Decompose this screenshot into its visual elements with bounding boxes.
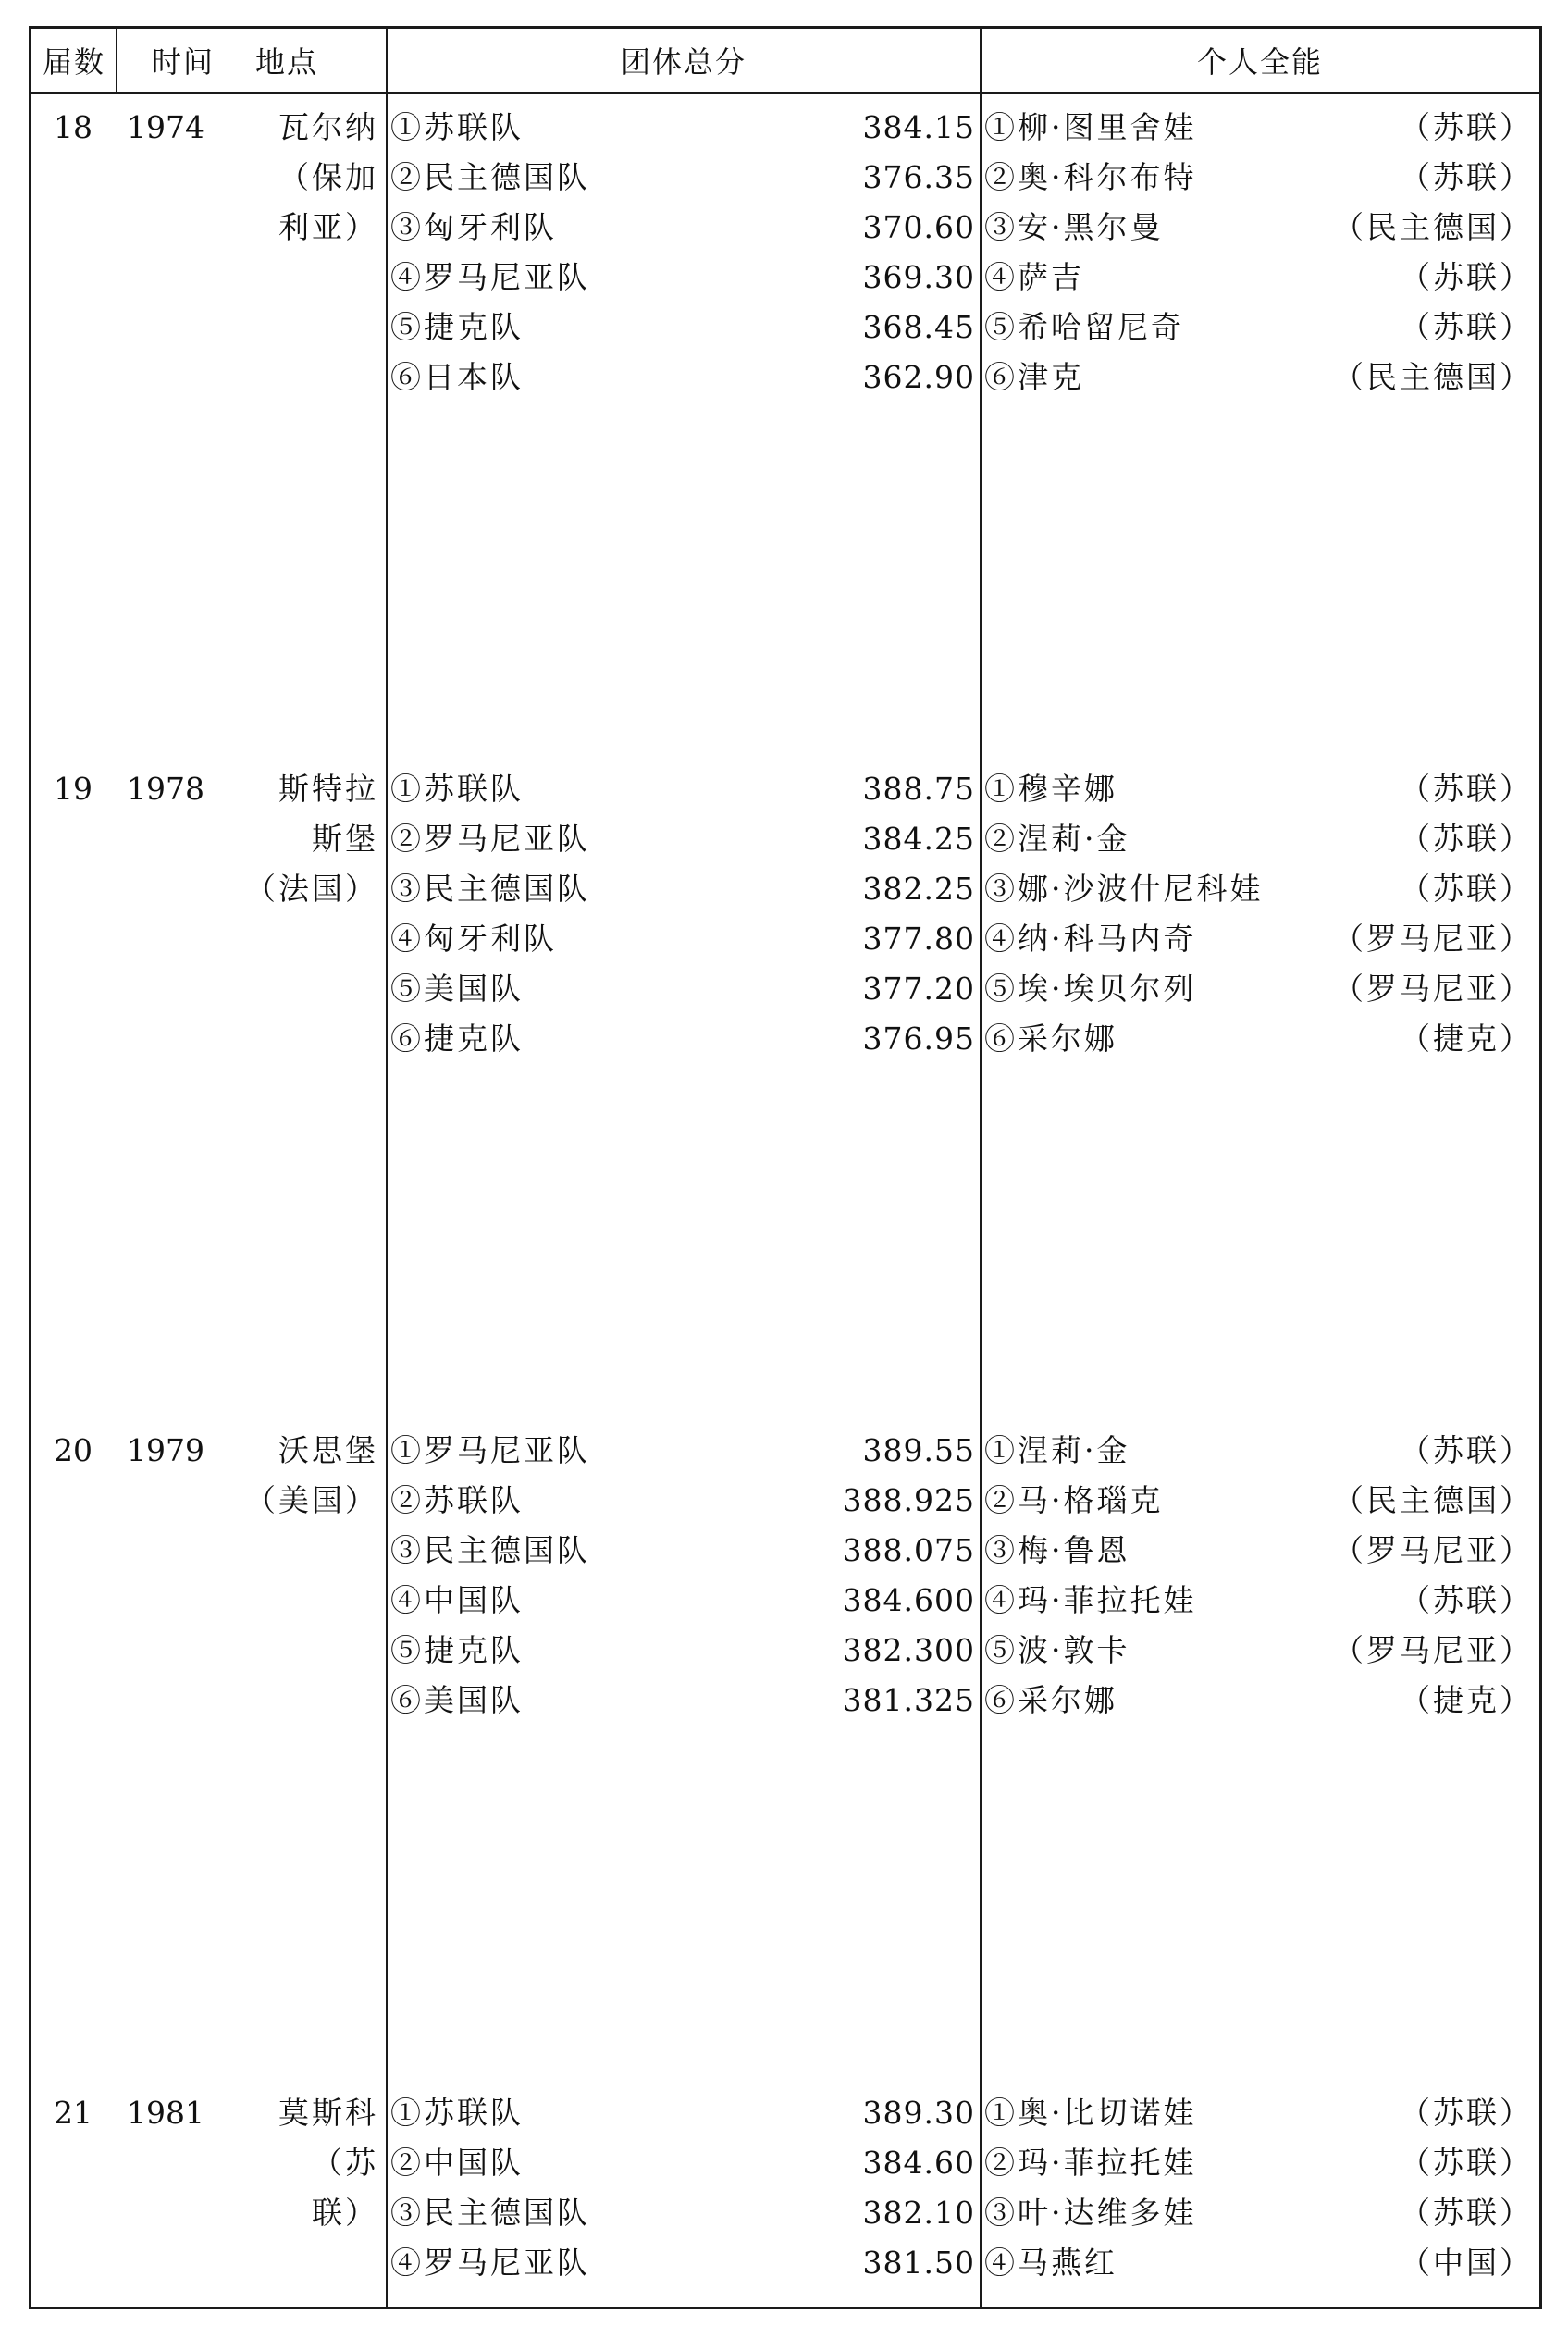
athlete-country: （捷克） bbox=[1400, 1021, 1533, 1057]
team-score: 377.80 bbox=[862, 921, 975, 957]
team-name: ②中国队 bbox=[390, 2145, 524, 2181]
col-divider-team bbox=[980, 29, 982, 2307]
athlete-name: ②涅莉·金 bbox=[984, 821, 1130, 857]
session-number: 21 bbox=[54, 2095, 93, 2131]
team-name: ⑥捷克队 bbox=[390, 1021, 524, 1057]
athlete-name: ③娜·沙波什尼科娃 bbox=[984, 871, 1264, 907]
athlete-name: ②玛·菲拉托娃 bbox=[984, 2145, 1197, 2181]
team-name: ⑤捷克队 bbox=[390, 309, 524, 345]
athlete-name: ②马·格瑙克 bbox=[984, 1482, 1164, 1518]
athlete-country: （罗马尼亚） bbox=[1333, 921, 1533, 957]
team-name: ②罗马尼亚队 bbox=[390, 821, 590, 857]
athlete-country: （苏联） bbox=[1400, 2195, 1533, 2231]
team-name: ⑤捷克队 bbox=[390, 1632, 524, 1668]
athlete-country: （苏联） bbox=[1400, 2145, 1533, 2181]
header-place-label: 地点 bbox=[255, 44, 319, 80]
place-line: 利亚） bbox=[278, 209, 378, 245]
team-score: 381.50 bbox=[862, 2245, 975, 2281]
athlete-country: （中国） bbox=[1400, 2245, 1533, 2281]
athlete-name: ③安·黑尔曼 bbox=[984, 209, 1164, 245]
team-name: ③匈牙利队 bbox=[390, 209, 557, 245]
team-score: 382.10 bbox=[862, 2195, 975, 2231]
place-line: 莫斯科 bbox=[278, 2095, 378, 2131]
team-name: ③民主德国队 bbox=[390, 871, 590, 907]
session-number: 19 bbox=[54, 771, 93, 807]
team-score: 382.300 bbox=[842, 1632, 975, 1668]
athlete-country: （苏联） bbox=[1400, 1432, 1533, 1468]
athlete-country: （苏联） bbox=[1400, 259, 1533, 295]
team-score: 368.45 bbox=[862, 309, 975, 345]
session-number: 18 bbox=[54, 109, 93, 145]
athlete-name: ①涅莉·金 bbox=[984, 1432, 1130, 1468]
team-score: 388.75 bbox=[862, 771, 975, 807]
team-name: ①苏联队 bbox=[390, 109, 524, 145]
header-team bbox=[387, 29, 981, 94]
athlete-name: ⑤波·敦卡 bbox=[984, 1632, 1130, 1668]
team-name: ⑥日本队 bbox=[390, 359, 524, 395]
athlete-country: （罗马尼亚） bbox=[1333, 1632, 1533, 1668]
place-line: （苏 bbox=[312, 2145, 378, 2181]
athlete-name: ④萨吉 bbox=[984, 259, 1084, 295]
header-session bbox=[31, 29, 117, 94]
athlete-country: （民主德国） bbox=[1333, 1482, 1533, 1518]
athlete-country: （民主德国） bbox=[1333, 359, 1533, 395]
team-name: ⑤美国队 bbox=[390, 971, 524, 1007]
year: 1979 bbox=[127, 1432, 204, 1468]
athlete-country: （捷克） bbox=[1400, 1682, 1533, 1718]
header-time-label: 时间 bbox=[152, 44, 216, 80]
team-score: 370.60 bbox=[862, 209, 975, 245]
team-name: ④罗马尼亚队 bbox=[390, 2245, 590, 2281]
team-score: 381.325 bbox=[842, 1682, 975, 1718]
team-score: 376.35 bbox=[862, 159, 975, 195]
team-name: ④罗马尼亚队 bbox=[390, 259, 590, 295]
place-line: 瓦尔纳 bbox=[278, 109, 378, 145]
team-score: 382.25 bbox=[862, 871, 975, 907]
results-table bbox=[29, 26, 1542, 2309]
athlete-country: （民主德国） bbox=[1333, 209, 1533, 245]
athlete-name: ①穆辛娜 bbox=[984, 771, 1117, 807]
header-individual bbox=[981, 29, 1539, 94]
place-line: （美国） bbox=[245, 1482, 378, 1518]
team-score: 384.25 bbox=[862, 821, 975, 857]
team-name: ①罗马尼亚队 bbox=[390, 1432, 590, 1468]
athlete-name: ④玛·菲拉托娃 bbox=[984, 1582, 1197, 1618]
athlete-country: （苏联） bbox=[1400, 871, 1533, 907]
team-score: 369.30 bbox=[862, 259, 975, 295]
team-name: ④匈牙利队 bbox=[390, 921, 557, 957]
athlete-name: ②奥·科尔布特 bbox=[984, 159, 1197, 195]
athlete-country: （苏联） bbox=[1400, 821, 1533, 857]
year: 1981 bbox=[127, 2095, 204, 2131]
team-score: 384.15 bbox=[862, 109, 975, 145]
team-name: ⑥美国队 bbox=[390, 1682, 524, 1718]
place-line: 联） bbox=[312, 2195, 378, 2231]
team-name: ②苏联队 bbox=[390, 1482, 524, 1518]
team-score: 362.90 bbox=[862, 359, 975, 395]
team-name: ③民主德国队 bbox=[390, 1532, 590, 1568]
athlete-name: ⑥津克 bbox=[984, 359, 1084, 395]
athlete-name: ①柳·图里舍娃 bbox=[984, 109, 1197, 145]
place-line: （法国） bbox=[245, 871, 378, 907]
athlete-country: （罗马尼亚） bbox=[1333, 1532, 1533, 1568]
col-divider-session bbox=[116, 29, 117, 94]
athlete-name: ⑤埃·埃贝尔列 bbox=[984, 971, 1197, 1007]
team-name: ①苏联队 bbox=[390, 771, 524, 807]
team-score: 384.60 bbox=[862, 2145, 975, 2181]
col-divider-place bbox=[386, 29, 388, 2307]
place-line: 沃思堡 bbox=[278, 1432, 378, 1468]
team-score: 384.600 bbox=[842, 1582, 975, 1618]
athlete-name: ⑤希哈留尼奇 bbox=[984, 309, 1184, 345]
athlete-name: ⑥采尔娜 bbox=[984, 1682, 1117, 1718]
header-session-label: 届数 bbox=[42, 44, 105, 80]
athlete-country: （苏联） bbox=[1400, 2095, 1533, 2131]
athlete-country: （苏联） bbox=[1400, 159, 1533, 195]
team-name: ①苏联队 bbox=[390, 2095, 524, 2131]
year: 1974 bbox=[127, 109, 204, 145]
header-time-place bbox=[117, 29, 387, 94]
header-individual-label: 个人全能 bbox=[1196, 44, 1323, 80]
team-score: 389.30 bbox=[862, 2095, 975, 2131]
session-number: 20 bbox=[54, 1432, 93, 1468]
athlete-name: ③梅·鲁恩 bbox=[984, 1532, 1130, 1568]
team-name: ③民主德国队 bbox=[390, 2195, 590, 2231]
place-line: 斯特拉 bbox=[278, 771, 378, 807]
athlete-country: （苏联） bbox=[1400, 109, 1533, 145]
team-score: 389.55 bbox=[862, 1432, 975, 1468]
athlete-country: （苏联） bbox=[1400, 309, 1533, 345]
athlete-name: ③叶·达维多娃 bbox=[984, 2195, 1197, 2231]
team-name: ④中国队 bbox=[390, 1582, 524, 1618]
year: 1978 bbox=[127, 771, 204, 807]
place-line: （保加 bbox=[278, 159, 378, 195]
team-score: 376.95 bbox=[862, 1021, 975, 1057]
header-team-label: 团体总分 bbox=[620, 44, 747, 80]
athlete-name: ⑥采尔娜 bbox=[984, 1021, 1117, 1057]
athlete-country: （苏联） bbox=[1400, 1582, 1533, 1618]
team-name: ②民主德国队 bbox=[390, 159, 590, 195]
athlete-name: ④纳·科马内奇 bbox=[984, 921, 1197, 957]
team-score: 388.075 bbox=[842, 1532, 975, 1568]
athlete-name: ①奥·比切诺娃 bbox=[984, 2095, 1197, 2131]
athlete-name: ④马燕红 bbox=[984, 2245, 1117, 2281]
team-score: 377.20 bbox=[862, 971, 975, 1007]
team-score: 388.925 bbox=[842, 1482, 975, 1518]
athlete-country: （苏联） bbox=[1400, 771, 1533, 807]
place-line: 斯堡 bbox=[312, 821, 378, 857]
athlete-country: （罗马尼亚） bbox=[1333, 971, 1533, 1007]
